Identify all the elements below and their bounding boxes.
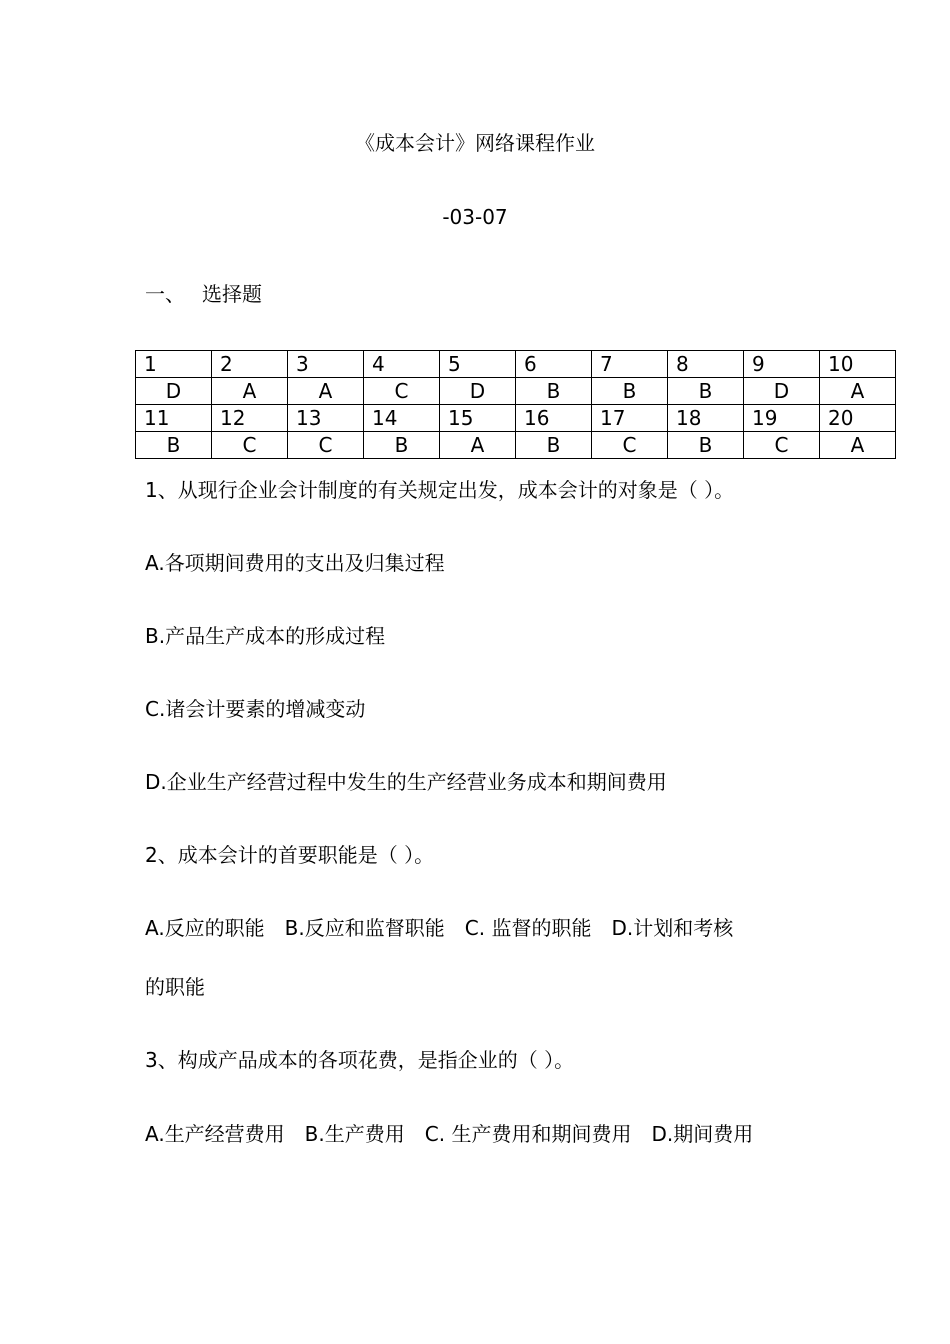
- answer-cell: 16: [516, 405, 592, 432]
- answer-cell: A: [288, 378, 364, 405]
- question-1-option-c: C.诸会计要素的增减变动: [145, 697, 366, 721]
- question-3-options: A.生产经营费用 B.生产费用 C. 生产费用和期间费用 D.期间费用: [145, 1122, 754, 1146]
- answer-cell: A: [820, 432, 896, 459]
- answer-cell: B: [668, 378, 744, 405]
- answer-cell: D: [744, 378, 820, 405]
- answer-cell: 18: [668, 405, 744, 432]
- question-1-option-a: A.各项期间费用的支出及归集过程: [145, 551, 445, 575]
- answer-cell: A: [440, 432, 516, 459]
- answer-cell: C: [744, 432, 820, 459]
- answer-cell: 20: [820, 405, 896, 432]
- document-title: 《成本会计》网络课程作业: [355, 131, 595, 155]
- answer-cell: A: [212, 378, 288, 405]
- answer-cell: B: [516, 432, 592, 459]
- answer-cell: 12: [212, 405, 288, 432]
- question-1-option-d: D.企业生产经营过程中发生的生产经营业务成本和期间费用: [145, 770, 667, 794]
- answer-cell: 4: [364, 351, 440, 378]
- question-2-options: A.反应的职能 B.反应和监督职能 C. 监督的职能 D.计划和考核: [145, 916, 734, 940]
- answer-cell: 3: [288, 351, 364, 378]
- question-3-text: 3、构成产品成本的各项花费，是指企业的（ ）。: [145, 1048, 575, 1072]
- answer-cell: 8: [668, 351, 744, 378]
- answer-cell: B: [592, 378, 668, 405]
- answer-cell: 9: [744, 351, 820, 378]
- section-title: 选择题: [202, 282, 262, 306]
- answer-row: [136, 378, 896, 405]
- answer-cell: 2: [212, 351, 288, 378]
- answer-cell: C: [212, 432, 288, 459]
- answer-cell: 1: [136, 351, 212, 378]
- answer-cell: 19: [744, 405, 820, 432]
- question-number-row: [136, 351, 896, 378]
- answer-cell: 13: [288, 405, 364, 432]
- answer-cell: 14: [364, 405, 440, 432]
- answer-cell: A: [820, 378, 896, 405]
- question-2-options-continued: 的职能: [145, 975, 205, 999]
- answer-cell: 10: [820, 351, 896, 378]
- question-1-text: 1、从现行企业会计制度的有关规定出发，成本会计的对象是（ ）。: [145, 478, 735, 502]
- answer-cell: 11: [136, 405, 212, 432]
- answer-cell: B: [516, 378, 592, 405]
- answer-cell: C: [364, 378, 440, 405]
- answer-cell: C: [592, 432, 668, 459]
- answer-cell: 15: [440, 405, 516, 432]
- answer-cell: B: [668, 432, 744, 459]
- answer-cell: 17: [592, 405, 668, 432]
- question-2-text: 2、成本会计的首要职能是（ ）。: [145, 843, 435, 867]
- answer-cell: 6: [516, 351, 592, 378]
- answer-cell: B: [136, 432, 212, 459]
- answer-cell: D: [440, 378, 516, 405]
- answer-cell: D: [136, 378, 212, 405]
- answer-cell: B: [364, 432, 440, 459]
- document-date: -03-07: [442, 205, 508, 229]
- answer-table: [135, 350, 896, 459]
- answer-row: [136, 432, 896, 459]
- answer-cell: C: [288, 432, 364, 459]
- answer-cell: 7: [592, 351, 668, 378]
- question-number-row: [136, 405, 896, 432]
- answer-cell: 5: [440, 351, 516, 378]
- section-number: 一、: [145, 282, 185, 306]
- question-1-option-b: B.产品生产成本的形成过程: [145, 624, 386, 648]
